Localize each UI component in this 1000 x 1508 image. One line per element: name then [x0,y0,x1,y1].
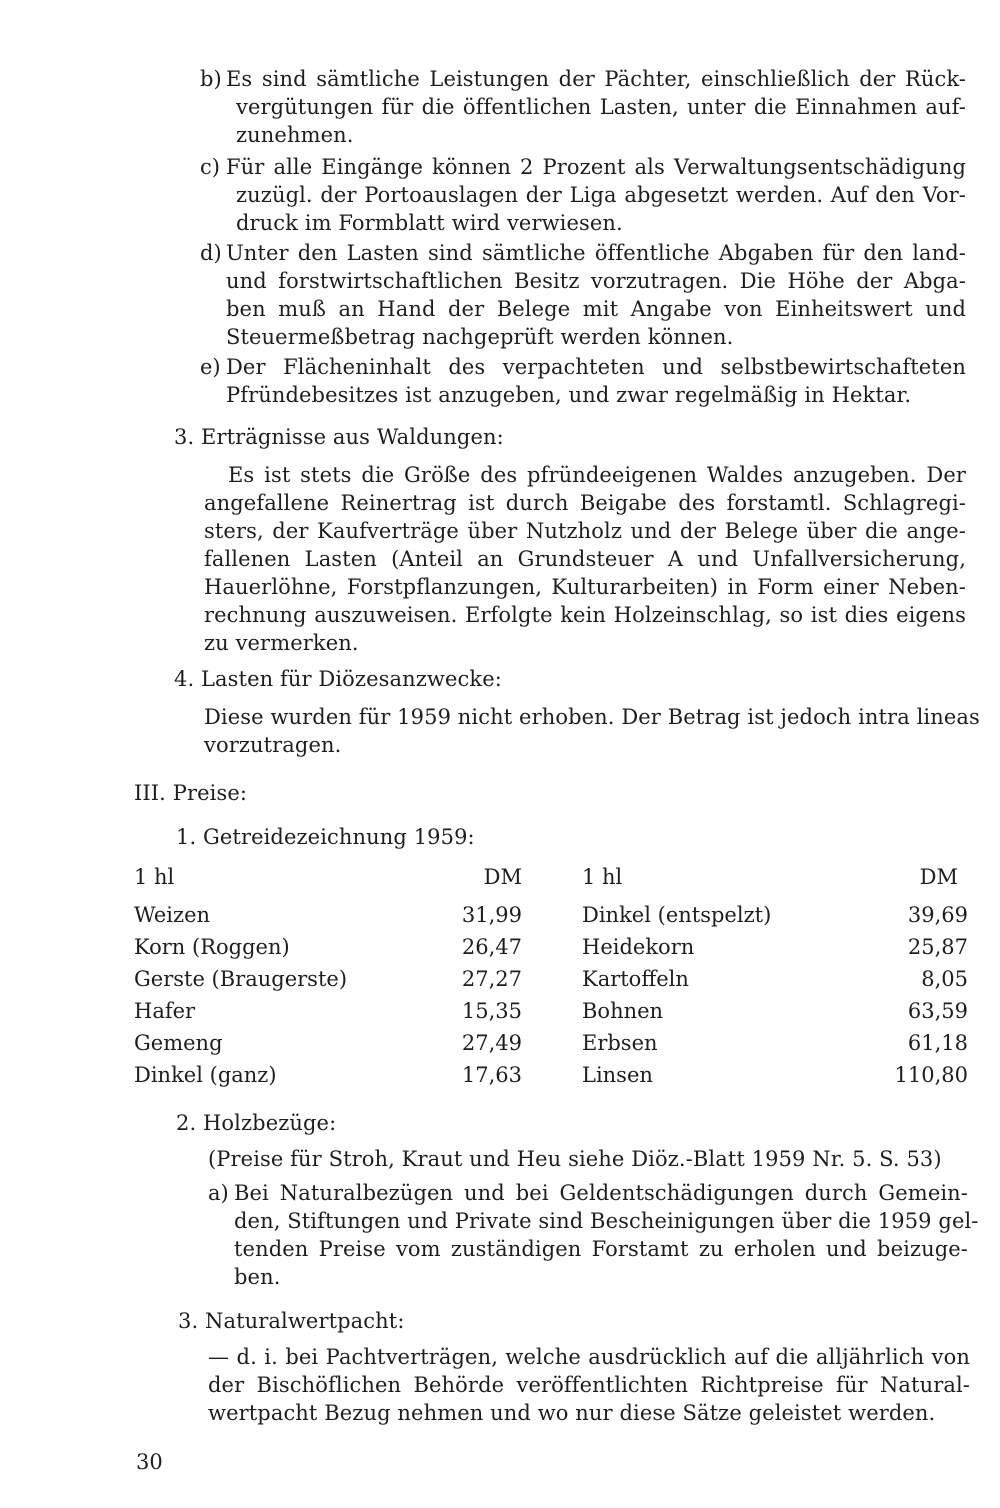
table-cell-item: Dinkel (entspelzt) [582,903,772,927]
table-cell-item: Gemeng [134,1031,223,1055]
text-line: den, Stiftungen und Private sind Bescheinigungen über die 1959 gel- [234,1209,979,1233]
text-line: vergütungen für die öffentlichen Lasten, unter die Einnahmen auf- [236,95,966,119]
text-line: und forstwirtschaftlichen Besitz vorzutragen. Die Höhe der Abga- [226,269,966,293]
item-label: c) [200,155,220,179]
text-line: wertpacht Bezug nehmen und wo nur diese Sätze geleistet werden. [208,1401,936,1425]
table-cell-item: Weizen [134,903,211,927]
text-line: Für alle Eingänge können 2 Prozent als Verwaltungsentschädigung [226,155,966,179]
text-line: sters, der Kaufverträge über Nutzholz und der Belege über die ange- [204,519,966,543]
text-line: ben. [234,1265,281,1289]
table-cell-price: 63,59 [907,999,968,1023]
table-cell-price: 27,27 [461,967,522,991]
table-cell-item: Hafer [134,999,196,1023]
item-label: e) [200,355,221,379]
text-line: der Bischöflichen Behörde veröffentlichten Richtpreise für Natural- [208,1373,970,1397]
text-line: Es ist stets die Größe des pfründeeigenen Waldes anzugeben. Der [228,463,966,487]
subsection-heading: 1. Getreidezeichnung 1959: [176,825,475,849]
section-heading: 4. Lasten für Diözesanzwecke: [174,667,502,691]
page-number: 30 [136,1450,163,1474]
subsection-heading: 3. Naturalwertpacht: [178,1309,405,1333]
table-cell-price: 26,47 [461,935,522,959]
table-cell-item: Bohnen [582,999,664,1023]
text-line: Hauerlöhne, Forstpflanzungen, Kulturarbeiten) in Form einer Neben- [204,575,966,599]
table-cell-price: 17,63 [461,1063,522,1087]
section-heading: 3. Erträgnisse aus Waldungen: [174,425,504,449]
item-label: d) [200,241,222,265]
table-cell-price: 31,99 [461,903,522,927]
table-cell-item: Gerste (Braugerste) [134,967,348,991]
text-line: Steuermeßbetrag nachgeprüft werden können. [226,325,734,349]
table-cell-item: Heidekorn [582,935,695,959]
text-line: fallenen Lasten (Anteil an Grundsteuer A und Unfallversicherung, [204,547,966,571]
text-line: zuzügl. der Portoauslagen der Liga abgesetzt werden. Auf den Vor- [236,183,966,207]
text-line: ben muß an Hand der Belege mit Angabe von Einheitswert und [226,297,966,321]
text-line: zu vermerken. [204,631,359,655]
text-line: Der Flächeninhalt des verpachteten und selbstbewirtschafteten [226,355,966,379]
text-line: Es sind sämtliche Leistungen der Pächter, einschließlich der Rück- [226,67,966,91]
table-cell-price: 15,35 [461,999,522,1023]
section-heading-preise: III. Preise: [134,781,248,805]
table-cell-price: 61,18 [907,1031,968,1055]
table-cell-item: Dinkel (ganz) [134,1063,277,1087]
table-cell-item: Linsen [582,1063,653,1087]
table-cell-price: 25,87 [907,935,968,959]
table-header-unit: 1 hl [582,865,623,889]
text-line: angefallene Reinertrag ist durch Beigabe des forstamtl. Schlagregi- [204,491,966,515]
text-line: (Preise für Stroh, Kraut und Heu siehe Diöz.-Blatt 1959 Nr. 5. S. 53) [208,1147,942,1171]
table-cell-item: Kartoffeln [582,967,689,991]
text-line: — d. i. bei Pachtverträgen, welche ausdrücklich auf die alljährlich von [208,1345,970,1369]
table-cell-price: 27,49 [461,1031,522,1055]
text-line: zunehmen. [236,123,354,147]
text-line: Diese wurden für 1959 nicht erhoben. Der Betrag ist jedoch intra lineas [204,705,980,729]
text-line: tenden Preise vom zuständigen Forstamt zu erholen und beizuge- [234,1237,968,1261]
table-cell-price: 110,80 [894,1063,968,1087]
subsection-heading: 2. Holzbezüge: [176,1111,337,1135]
text-line: vorzutragen. [204,733,342,757]
text-line: Pfründebesitzes ist anzugeben, und zwar regelmäßig in Hektar. [226,383,912,407]
text-line: druck im Formblatt wird verwiesen. [236,211,623,235]
text-line: Unter den Lasten sind sämtliche öffentliche Abgaben für den land- [226,241,966,265]
table-cell-price: 8,05 [921,967,968,991]
table-header-unit: 1 hl [134,865,175,889]
table-cell-item: Korn (Roggen) [134,935,290,959]
text-line: Bei Naturalbezügen und bei Geldentschädigungen durch Gemein- [234,1181,968,1205]
text-line: rechnung auszuweisen. Erfolgte kein Holzeinschlag, so ist dies eigens [204,603,966,627]
item-label: b) [200,67,222,91]
table-cell-item: Erbsen [582,1031,658,1055]
table-header-currency: DM [483,865,522,889]
table-header-currency: DM [919,865,958,889]
item-label: a) [208,1181,229,1205]
table-cell-price: 39,69 [907,903,968,927]
